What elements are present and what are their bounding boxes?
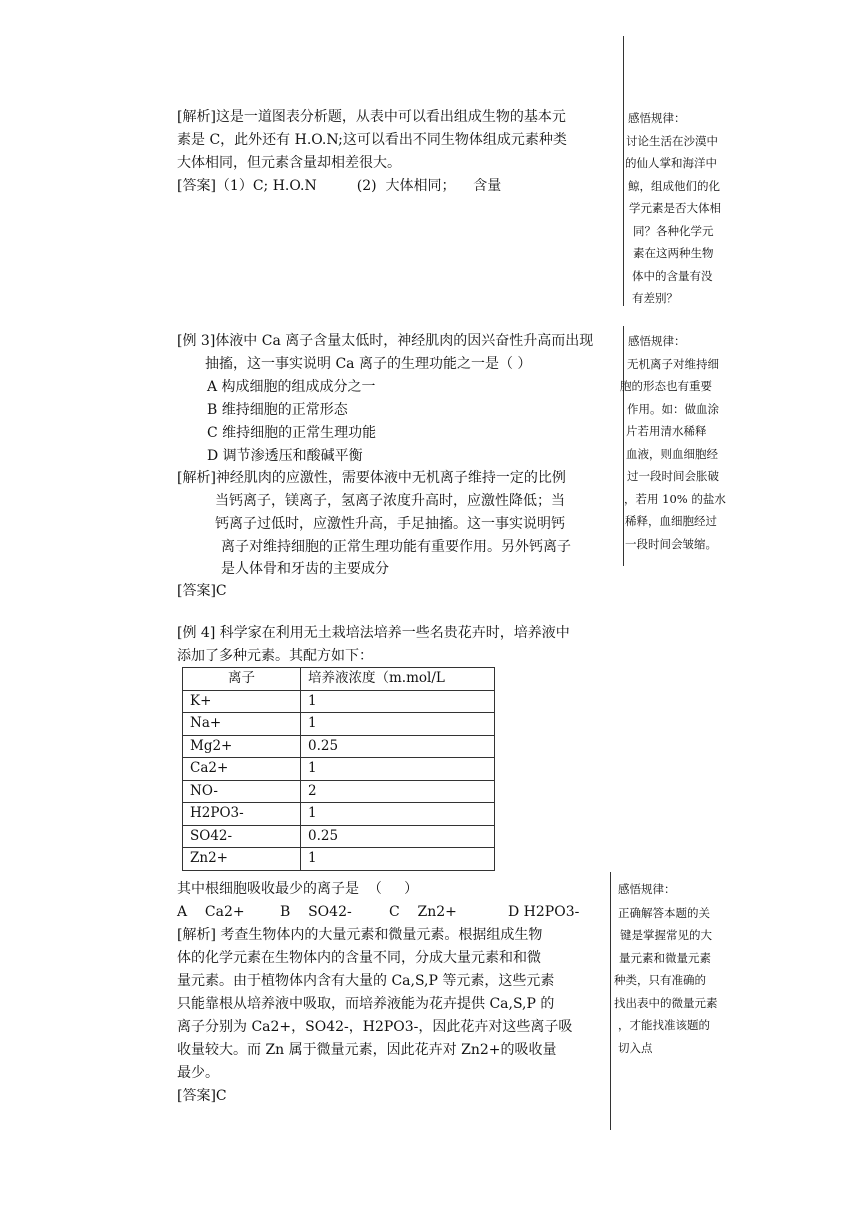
side-note-header: 感悟规律： [628, 111, 686, 125]
option-a: A Ca2+ [177, 904, 245, 920]
side-note-header: 感悟规律： [628, 334, 686, 348]
table-row [183, 803, 495, 826]
side-note-line: 讨论生活在沙漠中 [626, 134, 718, 148]
side-note-line: 量元素和微量元素 [619, 951, 711, 965]
table-cell: 2 [301, 780, 495, 803]
table-row [183, 690, 495, 713]
table-header-cell: 离子 [183, 668, 301, 691]
side-note-line: 找出表中的微量元素 [614, 996, 718, 1010]
question-line: [例 4] 科学家在利用无土栽培法培养一些名贵花卉时，培养液中 [177, 625, 570, 641]
question-line: [例 3]体液中 Ca 离子含量太低时，神经肌肉的因兴奋性升高而出现 [177, 333, 594, 349]
analysis-line: 是人体骨和牙齿的主要成分 [221, 561, 389, 577]
analysis-line: 钙离子过低时，应激性升高，手足抽搐。这一事实说明钙 [215, 516, 565, 532]
side-note-line: ，才能找准该题的 [618, 1018, 710, 1032]
table-cell: 0.25 [301, 735, 495, 758]
table-cell: Ca2+ [183, 758, 301, 781]
analysis-line: 离子对维持细胞的正常生理功能有重要作用。另外钙离子 [221, 539, 571, 555]
analysis-line: 当钙离子，镁离子，氢离子浓度升高时，应激性降低；当 [215, 493, 565, 509]
margin-divider [623, 36, 624, 306]
side-note-line: ，若用 10% 的盐水 [624, 492, 726, 506]
margin-divider [623, 326, 624, 566]
table-cell: Zn2+ [183, 848, 301, 871]
table-row [183, 825, 495, 848]
side-note-line: 同？各种化学元 [633, 224, 714, 238]
margin-divider [610, 872, 611, 1130]
side-note-line: 种类，只有准确的 [614, 973, 706, 987]
analysis-line: 收量较大。而 Zn 属于微量元素，因此花卉对 Zn2+的吸收量 [177, 1042, 557, 1058]
analysis-line: [解析] 考查生物体内的大量元素和微量元素。根据组成生物 [177, 927, 543, 943]
table-cell: NO- [183, 780, 301, 803]
text-line: 素是 C，此外还有 H.O.N;这可以看出不同生物体组成元素种类 [177, 132, 567, 148]
table-cell: 1 [301, 848, 495, 871]
side-note-line: 过一段时间会胀破 [627, 469, 719, 483]
question-line: 抽搐，这一事实说明 Ca 离子的生理功能之一是（ ） [205, 356, 532, 372]
table-cell: H2PO3- [183, 803, 301, 826]
question-line: 添加了多种元素。其配方如下： [177, 648, 373, 664]
table-cell: Na+ [183, 713, 301, 736]
side-note-header: 感悟规律： [618, 882, 676, 896]
analysis-line: [解析]神经肌肉的应激性，需要体液中无机离子维持一定的比例 [177, 470, 566, 486]
answer-line: [答案]（1）C; H.O.N (2) 大体相同； 含量 [177, 178, 502, 194]
side-note-line: 作用。如：做血涂 [627, 402, 719, 416]
option-line: B 维持细胞的正常形态 [207, 402, 348, 418]
text-line: 大体相同，但元素含量却相差很大。 [177, 155, 401, 171]
table-row [183, 735, 495, 758]
table-row [183, 758, 495, 781]
side-note-line: 无机离子对维持细 [627, 357, 719, 371]
answer-line: [答案]C [177, 583, 227, 599]
analysis-line: 体的化学元素在生物体内的含量不同，分成大量元素和和微 [177, 950, 541, 966]
side-note-line: 血液，则血细胞经 [626, 447, 718, 461]
table-header-cell: 培养液浓度（m.mol/L [301, 668, 495, 691]
side-note-line: 一段时间会皱缩。 [625, 537, 717, 551]
analysis-line: 量元素。由于植物体内含有大量的 Ca,S,P 等元素，这些元素 [177, 973, 555, 989]
side-note-line: 学元素是否大体相 [629, 201, 721, 215]
side-note-line: 胞的形态也有重要 [620, 379, 712, 393]
answer-line: [答案]C [177, 1088, 227, 1104]
table-cell: K+ [183, 690, 301, 713]
option-c: C Zn2+ [389, 904, 457, 920]
side-note-line: 切入点 [618, 1041, 653, 1055]
analysis-line: 最少。 [177, 1065, 219, 1081]
table-cell: 1 [301, 803, 495, 826]
ion-concentration-table [182, 667, 495, 871]
side-note-line: 体中的含量有没 [632, 269, 713, 283]
option-line: C 维持细胞的正常生理功能 [207, 425, 377, 441]
table-cell: SO42- [183, 825, 301, 848]
table-cell: 1 [301, 758, 495, 781]
table-row [183, 713, 495, 736]
option-d: D H2PO3- [508, 904, 580, 920]
side-note-line: 正确解答本题的关 [618, 906, 710, 920]
side-note-line: 有差别？ [632, 291, 678, 305]
side-note-line: 鲸，组成他们的化 [628, 179, 720, 193]
side-note-line: 稀释，血细胞经过 [625, 514, 717, 528]
text-line: [解析]这是一道图表分析题，从表中可以看出组成生物的基本元 [177, 109, 566, 125]
analysis-line: 离子分别为 Ca2+，SO42-，H2PO3-，因此花卉对这些离子吸 [177, 1019, 573, 1035]
side-note-line: 的仙人掌和海洋中 [625, 156, 717, 170]
analysis-line: 只能靠根从培养液中吸取，而培养液能为花卉提供 Ca,S,P 的 [177, 996, 555, 1012]
side-note-line: 片若用清水稀释 [626, 424, 707, 438]
option-line: A 构成细胞的组成成分之一 [207, 379, 376, 395]
table-cell: 0.25 [301, 825, 495, 848]
table-row [183, 780, 495, 803]
table-cell: 1 [301, 713, 495, 736]
side-note-line: 素在这两种生物 [633, 246, 714, 260]
question-line: 其中根细胞吸收最少的离子是 （ ） [177, 881, 419, 897]
option-b: B SO42- [280, 904, 352, 920]
table-row [183, 848, 495, 871]
table-cell: Mg2+ [183, 735, 301, 758]
option-line: D 调节渗透压和酸碱平衡 [207, 448, 363, 464]
table-cell: 1 [301, 690, 495, 713]
table-header-row [183, 668, 495, 691]
side-note-line: 键是掌握常见的大 [620, 928, 712, 942]
